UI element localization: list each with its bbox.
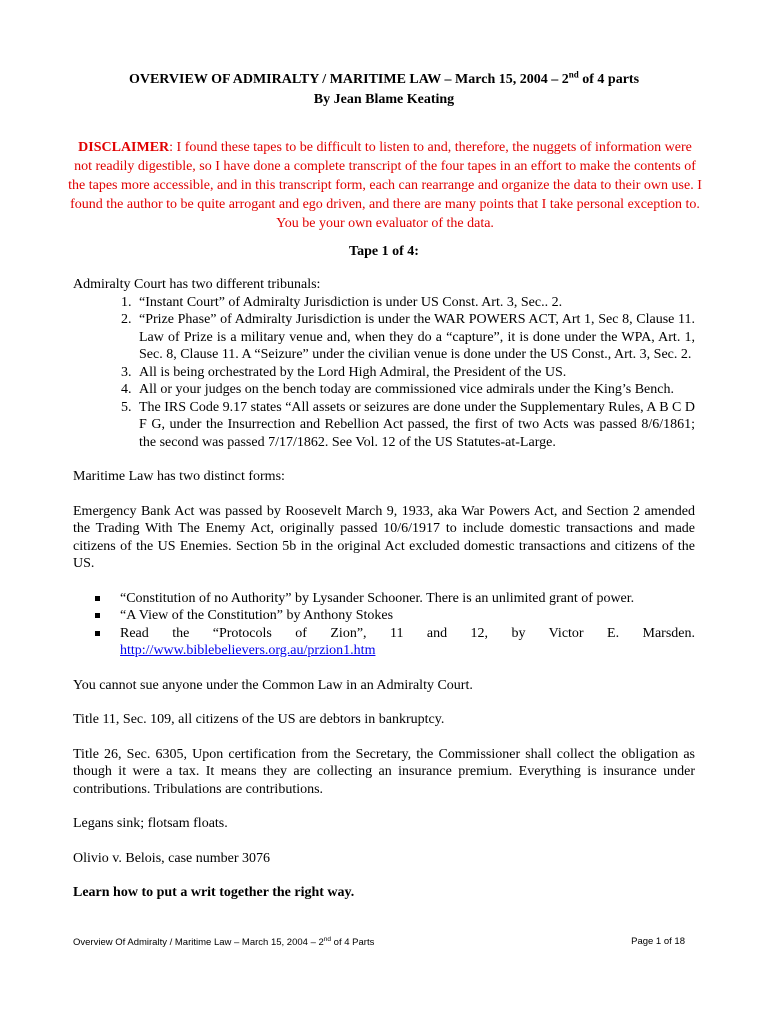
list-item: 2. “Prize Phase” of Admiralty Jurisdiction is under the WAR POWERS ACT, Art 1, Sec 8, Clause 11. Law of Prize is a military venue and, when they do a “capture”, it is done under the WPA, Art. 1, Sec. 8, Clause 11. A “Seizure” under the civilian venue is done under the US Const., Art. 3, Sec. 2. (135, 311, 695, 364)
list-item: “Constitution of no Authority” by Lysander Schooner. There is an unlimited grant of power. (93, 590, 695, 608)
tape-heading: Tape 1 of 4: (349, 244, 419, 259)
list-item: 3. All is being orchestrated by the Lord High Admiral, the President of the US. (135, 364, 695, 382)
maritime-paragraph: Maritime Law has two distinct forms: (73, 469, 285, 484)
list-item: 4. All or your judges on the bench today are commissioned vice admirals under the King’s Bench. (135, 381, 695, 399)
list-item (93, 625, 695, 660)
list-item: “A View of the Constitution” by Anthony Stokes (93, 607, 695, 625)
page-footer (73, 936, 695, 948)
sue-paragraph: You cannot sue anyone under the Common Law in an Admiralty Court. (73, 677, 473, 693)
page-number: Page 1 of 18 (631, 936, 685, 947)
title-line-1: OVERVIEW OF ADMIRALTY / MARITIME LAW – March 15, 2004 – 2nd of 4 parts (128, 69, 640, 87)
disclaimer-label: DISCLAIMER (78, 140, 170, 155)
disclaimer-text: : I found these tapes to be difficult to listen to and, therefore, the nuggets of information were not readily digestible, so I have done a complete transcript of the four tapes in an effort to make the contents of the tapes more accessible, and in this transcript form, each can rearrange and organize the data to their own use. I found the author to be quite arrogant and ego driven, and there are many points that I take personal exception to. You be your own evaluator of the data. (68, 140, 702, 231)
olivio-paragraph: Olivio v. Belois, case number 3076 (73, 850, 271, 866)
author-line: By Jean Blame Keating (313, 92, 455, 107)
protocols-text: Read the “Protocols of Zion”, 11 and 12, by Victor E. Marsden. (120, 625, 695, 641)
list-item: 1. “Instant Court” of Admiralty Jurisdiction is under US Const. Art. 3, Sec.. 2. (135, 294, 695, 312)
list-item: 5. The IRS Code 9.17 states “All assets or seizures are done under the Supplementary Rules, A B C D F G, under the Insurrection and Rebellion Act passed, the first of two Acts was passed 8/6/1861; the second was passed 7/17/1862. See Vol. 12 of the US Statutes-at-Large. (135, 399, 695, 452)
tribunals-list (73, 294, 695, 452)
disclaimer-paragraph (68, 138, 702, 233)
references-list (73, 590, 695, 660)
document-body (73, 276, 695, 902)
protocols-link[interactable]: http://www.biblebelievers.org.au/przion1.htm (120, 643, 376, 658)
title11-paragraph: Title 11, Sec. 109, all citizens of the US are debtors in bankruptcy. (73, 712, 445, 727)
footer-title: Overview Of Admiralty / Maritime Law – March 15, 2004 – 2nd of 4 Parts (73, 936, 375, 949)
legans-paragraph: Legans sink; flotsam floats. (73, 816, 228, 831)
learn-paragraph: Learn how to put a writ together the right way. (73, 885, 355, 900)
document-title (60, 70, 708, 110)
emergency-paragraph: Emergency Bank Act was passed by Roosevelt March 9, 1933, aka War Powers Act, and Section 2 amended the Trading With The Enemy Act, originally passed 10/6/1917 to include domestic transactions and made citizens of the US Enemies. Section 5b in the original Act excluded domestic transactions and citizens of the US. (73, 503, 695, 571)
tribunals-intro: Admiralty Court has two different tribunals: (73, 277, 321, 292)
title26-paragraph: Title 26, Sec. 6305, Upon certification from the Secretary, the Commissioner shall collect the obligation as though it were a tax. It means they are collecting an insurance premium. Everything is insurance under contributions. Tribulations are contributions. (73, 746, 695, 797)
